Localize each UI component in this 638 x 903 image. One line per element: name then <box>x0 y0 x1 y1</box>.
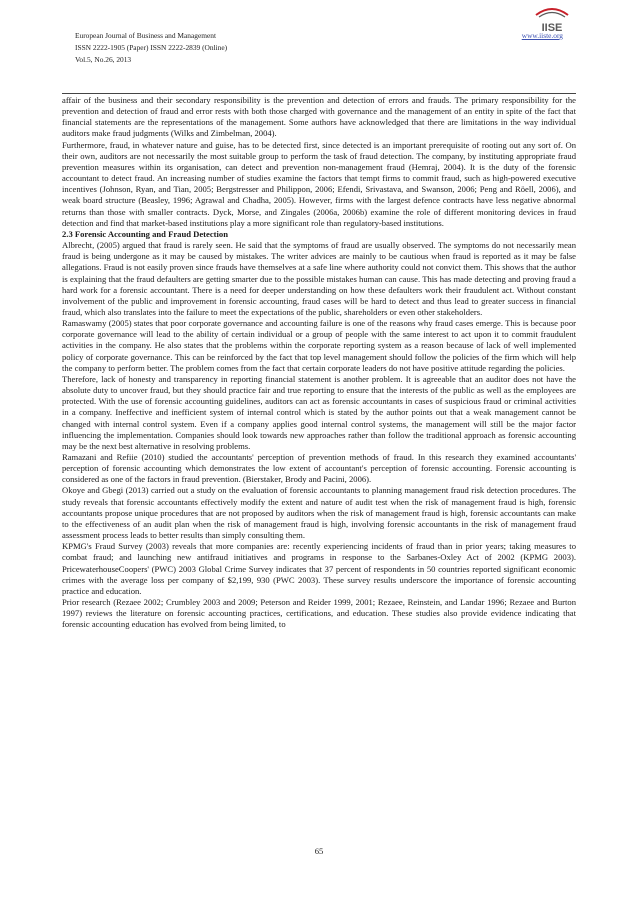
paragraph: Ramaswamy (2005) states that poor corporate governance and accounting failure is one of the reasons why fraud cases emerge. This is because poor corporate governance will lead to the ability of certain individual or a group of people with the same interest to act upon it to commit fraudulent activities in the company. He also states that the problems within the corporate reporting system as a reason because of lack of well implemented policy of corporate governance. This can be reinforced by the fact that top level management should follow the policies of the firm which will help the company to perform better. The problem comes from the fact that certain corporate leaders do not have positive attitude regarding the policies. <box>62 318 576 373</box>
issn-line: ISSN 2222-1905 (Paper) ISSN 2222-2839 (Online) <box>75 43 228 52</box>
section-heading: 2.3 Forensic Accounting and Fraud Detection <box>62 228 228 239</box>
svg-text:IISE: IISE <box>541 22 563 34</box>
paragraph: KPMG's Fraud Survey (2003) reveals that more companies are: recently experiencing incidents of fraud than in prior years; taking measures to combat fraud; and launching new antifraud initiatives and programs in response to the Sarbanes-Oxley Act of 2002 (KPMG 2003). PricewaterhouseCoopers' (PWC) 2003 Global Crime Survey indicates that 37 percent of respondents in 50 countries reported significant economic crimes with the average loss per company of $2,199, 930 (PWC 2003). These survey results underscore the importance of forensic accounting practice and education. <box>62 541 576 596</box>
paragraph: Okoye and Gbegi (2013) carried out a study on the evaluation of forensic accountants to planning management fraud risk detection procedures. The study reveals that forensic accountants effectively modify the extent and nature of audit test when the risk of management fraud is high, forensic accountants propose unique procedures that are not proposed by auditors when the risk of management fraud is high, forensic accountants can make to the effectiveness of an audit plan when the risk of management fraud is high, involving forensic accountants in the risk of management fraud assessment process leads to better results than simply consulting them. <box>62 485 576 541</box>
paragraph: Ramazani and Refiie (2010) studied the accountants' perception of prevention methods of fraud. In this research they examined accountants' perception of forensic accounting which demonstrates the low extent of accountant's perception of forensic accounting. Forensic accounting is considered as one of the factors in fraud prevention. (Bierstaker, Brody and Pacini, 2006). <box>62 452 576 485</box>
page-number: 65 <box>314 846 324 856</box>
paragraph: Furthermore, fraud, in whatever nature and guise, has to be detected first, since detected is an important prerequisite of rooting out any sort of. On their own, auditors are not necessarily the most suitable group to perform the task of fraud detection. The company, by instituting appropriate fraud prevention measures within its organisation, can detect and prevention non-management fraud (Hemraj, 2004). It is the duty of the forensic accountant to detect fraud. An increasing number of studies examine the factors that tempt firms to commit fraud, such as high-powered executive incentives (Johnson, Ryan, and Tian, 2005; Bergstresser and Philippon, 2006; Efendi, Srivastava, and Swanson, 2006; Peng and Röell, 2006), and weak board structure (Beasley, 1996; Agrawal and Chadha, 2005). However, firms with the largest defence contracts have less negative abnormal returns than those with smaller contracts. Dyck, Morse, and Zingales (2006a, 2006b) examine the role of different monitoring devices in fraud detection and find that market-based institutions play a more significant role than regulatory-based institutions. <box>62 139 576 228</box>
paragraph: affair of the business and their secondary responsibility is the prevention and detection of errors and frauds. The primary responsibility for the prevention and detection of fraud and error rests with both those charged with governance and the management of an entity in spite of the fact that financial statements are the representations of the management. Some authors have acknowledged that there are limitations in the way individual auditors make fraud judgments (Wilks and Zimbelman, 2004). <box>62 95 576 139</box>
page-header <box>75 30 563 66</box>
paragraph: Prior research (Rezaee 2002; Crumbley 2003 and 2009; Peterson and Reider 1999, 2001; Rezaee, Reinstein, and Landar 1996; Rezaee and Burton 1997) reviews the literature on forensic accounting practices, certifications, and education. These studies also provide evidence indicating that forensic accounting education has evolved from being limited, to <box>62 597 576 630</box>
article-body <box>62 95 576 631</box>
journal-url-link[interactable]: www.iiste.org <box>521 31 563 40</box>
journal-title: European Journal of Business and Management <box>75 31 217 40</box>
paragraph: Therefore, lack of honesty and transparency in reporting financial statement is another problem. It is agreeable that an auditor does not have the absolute duty to uncover fraud, but they should practice fair and true reporting to ensure that the interests of the public as well as the employees are protected. With the use of forensic accounting guidelines, auditors can act as forensic accountants in cases of suspicious fraud or criminal activities in a company. Ineffective and inefficient system of internal control which is stated by the author points out that a weak management cannot be changed with internal control system. Even if a company applies good internal control systems, the management will still be the major factor influencing the implementation. Companies should look towards new approaches rather than follow the traditional approach as forensic accounting may be the next best alternative in resolving problems. <box>62 373 576 451</box>
paragraph: Albrecht, (2005) argued that fraud is rarely seen. He said that the symptoms of fraud are usually observed. The symptoms do not necessarily mean fraud is being undergone as it may be caused by mistakes. The writer advices are mainly to be cautious when fraud is reported as it may be false allegations. Fraud is not easily proven since frauds have themselves at a safe line where authority could not convict them. This shows that the author is explaining that the fraud defaulters are getting smarter due to the possible mistakes human can cause. This has made detecting and proving fraud a hard work for a forensic accountant. There is a need for deeper understanding on how these defaulters work their fraudulent act. Without constant involvement of the public and improvement in forensic accounting, fraud cases will be hard to detect and thus lead to greater success in financial fraud, which also translates into the failure to meet the expectations of the public, shareholders or even other stakeholders. <box>62 240 576 317</box>
header-divider <box>62 93 576 94</box>
volume-line: Vol.5, No.26, 2013 <box>75 55 132 64</box>
iiste-logo-icon <box>530 5 574 35</box>
